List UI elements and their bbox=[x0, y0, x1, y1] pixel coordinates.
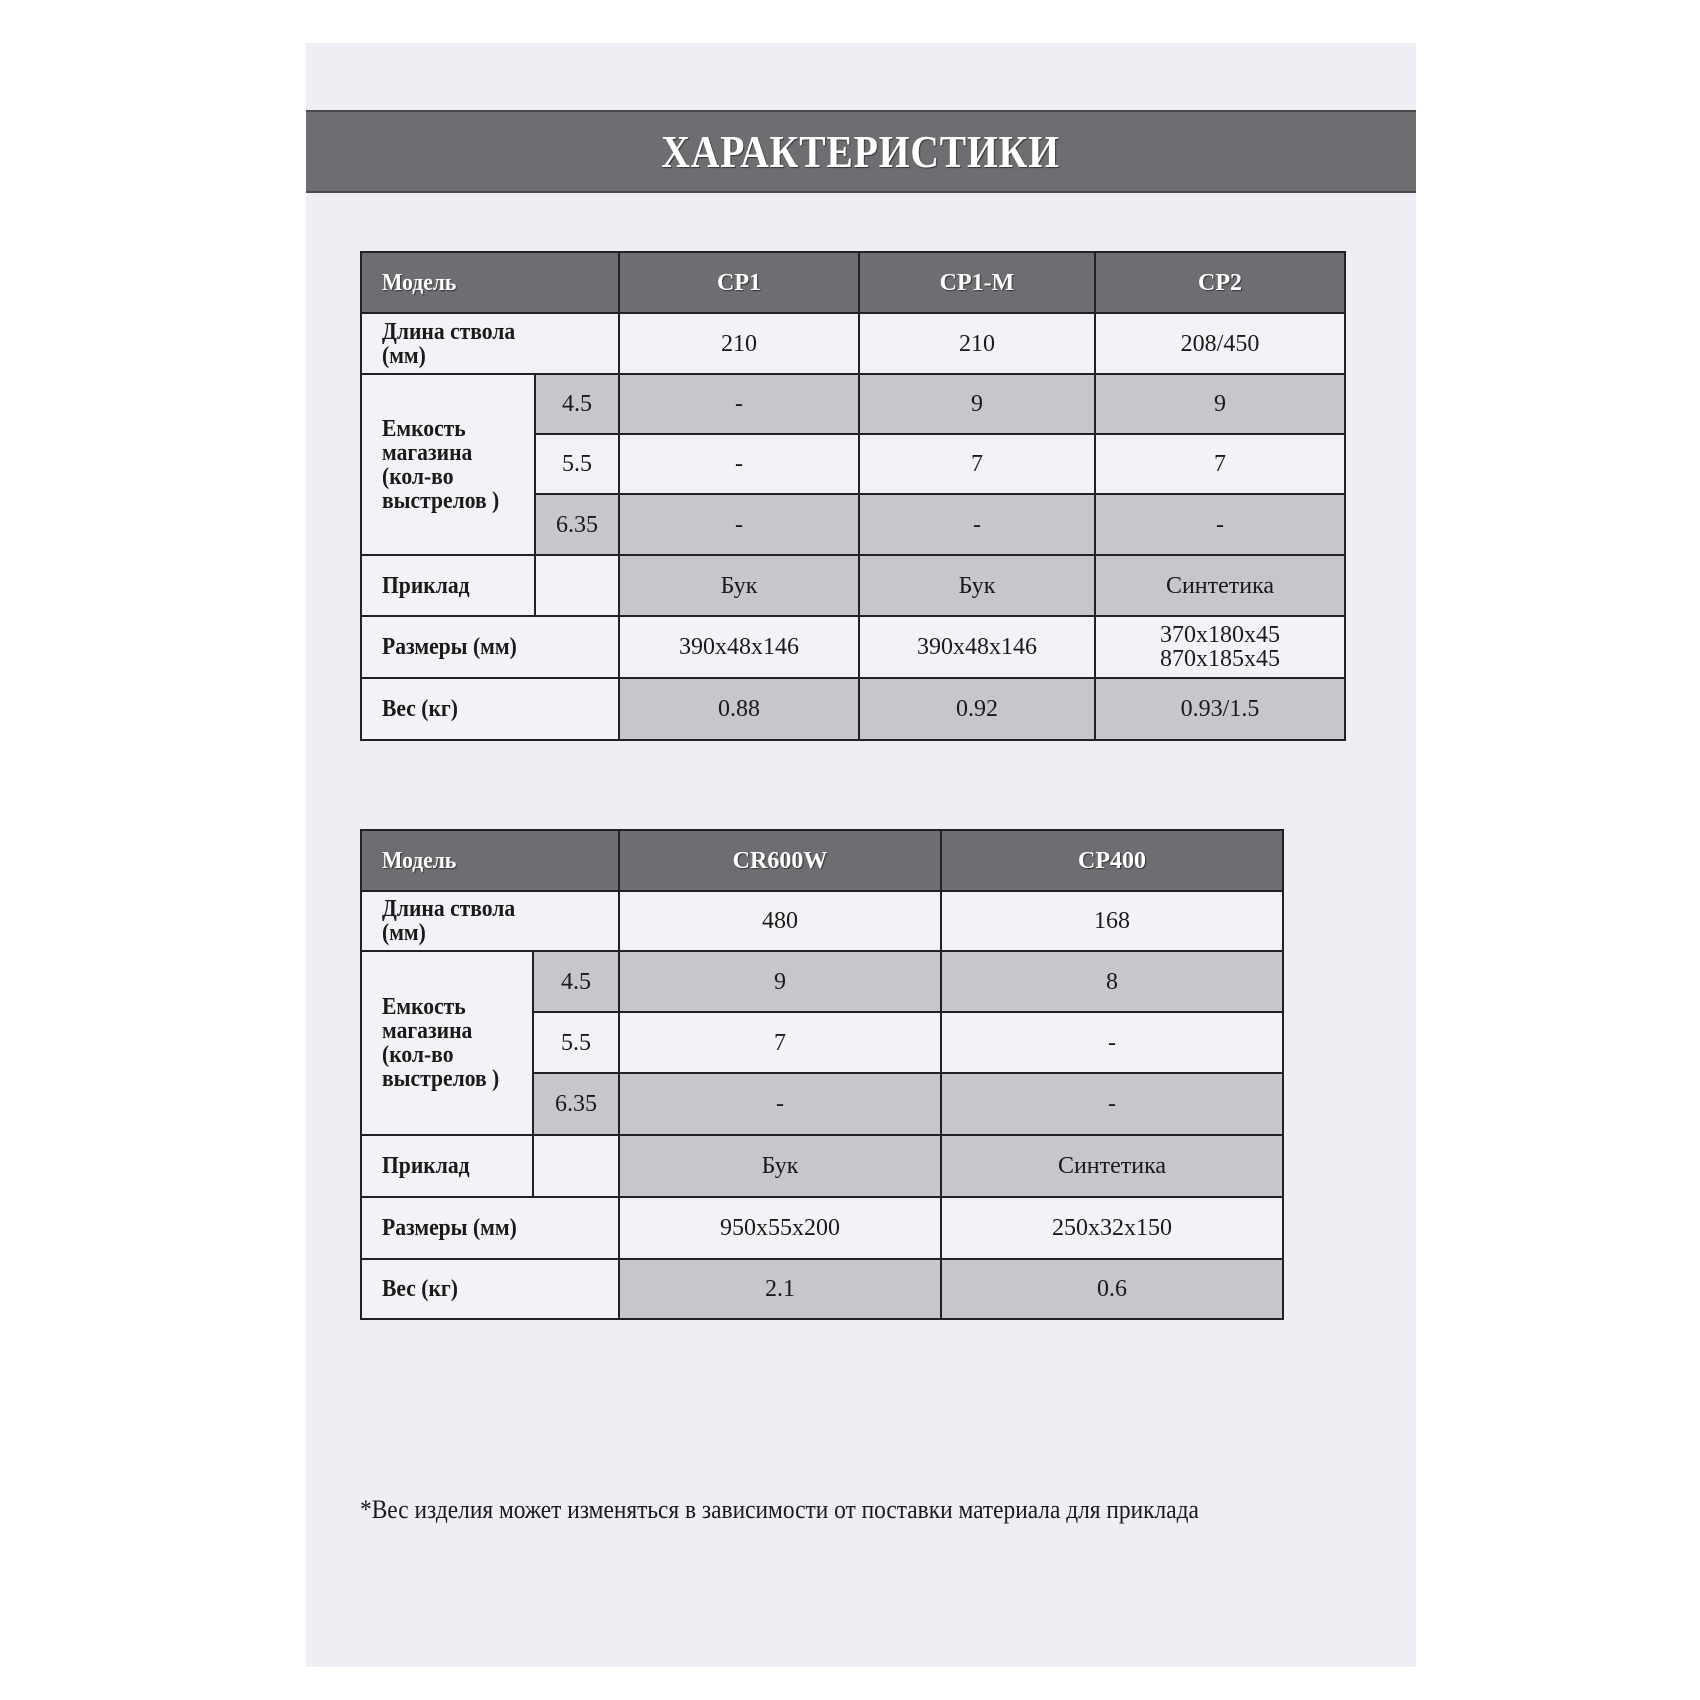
header-model: CP1 bbox=[619, 252, 859, 313]
table-cell: Бук bbox=[619, 555, 859, 616]
row-label-barrel: Длина ствола (мм) bbox=[361, 891, 619, 951]
table-cell: 210 bbox=[859, 313, 1095, 374]
table-cell: Бук bbox=[619, 1135, 941, 1197]
row-label-stock: Приклад bbox=[361, 1135, 533, 1197]
table-cell: 2.1 bbox=[619, 1259, 941, 1319]
caliber-label: 6.35 bbox=[533, 1073, 619, 1135]
footnote: *Вес изделия может изменяться в зависимости от поставки материала для приклада bbox=[360, 1495, 1199, 1524]
row-label-barrel: Длина ствола (мм) bbox=[361, 313, 619, 374]
table-cell: - bbox=[941, 1073, 1283, 1135]
table-row-magazine-4-5 bbox=[361, 374, 1345, 434]
spec-table-2 bbox=[360, 829, 1284, 1320]
table-cell: 370x180x45 870x185x45 bbox=[1095, 616, 1345, 678]
header-model-label: Модель bbox=[361, 252, 619, 313]
header-model: CR600W bbox=[619, 830, 941, 891]
row-label-dimensions: Размеры (мм) bbox=[361, 616, 619, 678]
table-row-dimensions bbox=[361, 1197, 1283, 1259]
table-cell: Бук bbox=[859, 555, 1095, 616]
table-row-stock bbox=[361, 555, 1345, 616]
page-title: ХАРАКТЕРИСТИКИ bbox=[661, 126, 1061, 177]
table-cell: 950x55x200 bbox=[619, 1197, 941, 1259]
table-row-barrel bbox=[361, 891, 1283, 951]
table-cell: 0.93/1.5 bbox=[1095, 678, 1345, 740]
caliber-label: 4.5 bbox=[533, 951, 619, 1012]
spec-table-1 bbox=[360, 251, 1346, 741]
table-cell: - bbox=[859, 494, 1095, 555]
empty-cell bbox=[535, 555, 619, 616]
table-cell: 390x48x146 bbox=[859, 616, 1095, 678]
table-row-weight bbox=[361, 678, 1345, 740]
table-cell: 0.88 bbox=[619, 678, 859, 740]
table-cell: 7 bbox=[859, 434, 1095, 494]
header-model: CP1-M bbox=[859, 252, 1095, 313]
table-cell: - bbox=[941, 1012, 1283, 1073]
row-label-stock: Приклад bbox=[361, 555, 535, 616]
table-cell: 250x32x150 bbox=[941, 1197, 1283, 1259]
title-band bbox=[306, 110, 1416, 193]
table-cell: 390x48x146 bbox=[619, 616, 859, 678]
table-cell: 8 bbox=[941, 951, 1283, 1012]
table-cell: 9 bbox=[619, 951, 941, 1012]
table-cell: 168 bbox=[941, 891, 1283, 951]
table-row-weight bbox=[361, 1259, 1283, 1319]
table-cell: 7 bbox=[619, 1012, 941, 1073]
empty-cell bbox=[533, 1135, 619, 1197]
table-cell: 210 bbox=[619, 313, 859, 374]
table-cell: 9 bbox=[1095, 374, 1345, 434]
table-cell: 0.6 bbox=[941, 1259, 1283, 1319]
caliber-label: 5.5 bbox=[533, 1012, 619, 1073]
table-cell: - bbox=[619, 434, 859, 494]
table-cell: 208/450 bbox=[1095, 313, 1345, 374]
table-cell: 0.92 bbox=[859, 678, 1095, 740]
table-row-stock bbox=[361, 1135, 1283, 1197]
table-cell: 9 bbox=[859, 374, 1095, 434]
table-cell: Синтетика bbox=[1095, 555, 1345, 616]
caliber-label: 5.5 bbox=[535, 434, 619, 494]
header-model-label: Модель bbox=[361, 830, 619, 891]
row-label-magazine: Емкость магазина (кол-во выстрелов ) bbox=[361, 951, 533, 1135]
header-model: CP400 bbox=[941, 830, 1283, 891]
row-label-magazine: Емкость магазина (кол-во выстрелов ) bbox=[361, 374, 535, 555]
table-cell: - bbox=[619, 1073, 941, 1135]
table-cell: 7 bbox=[1095, 434, 1345, 494]
table-row-barrel bbox=[361, 313, 1345, 374]
table-cell: - bbox=[1095, 494, 1345, 555]
caliber-label: 4.5 bbox=[535, 374, 619, 434]
table-cell: 480 bbox=[619, 891, 941, 951]
row-label-dimensions: Размеры (мм) bbox=[361, 1197, 619, 1259]
table-cell: Синтетика bbox=[941, 1135, 1283, 1197]
table-cell: - bbox=[619, 494, 859, 555]
header-model: CP2 bbox=[1095, 252, 1345, 313]
table-row-magazine-4-5 bbox=[361, 951, 1283, 1012]
table-row-header bbox=[361, 252, 1345, 313]
row-label-weight: Вес (кг) bbox=[361, 678, 619, 740]
table-cell: - bbox=[619, 374, 859, 434]
caliber-label: 6.35 bbox=[535, 494, 619, 555]
table-row-header bbox=[361, 830, 1283, 891]
table-row-dimensions bbox=[361, 616, 1345, 678]
row-label-weight: Вес (кг) bbox=[361, 1259, 619, 1319]
